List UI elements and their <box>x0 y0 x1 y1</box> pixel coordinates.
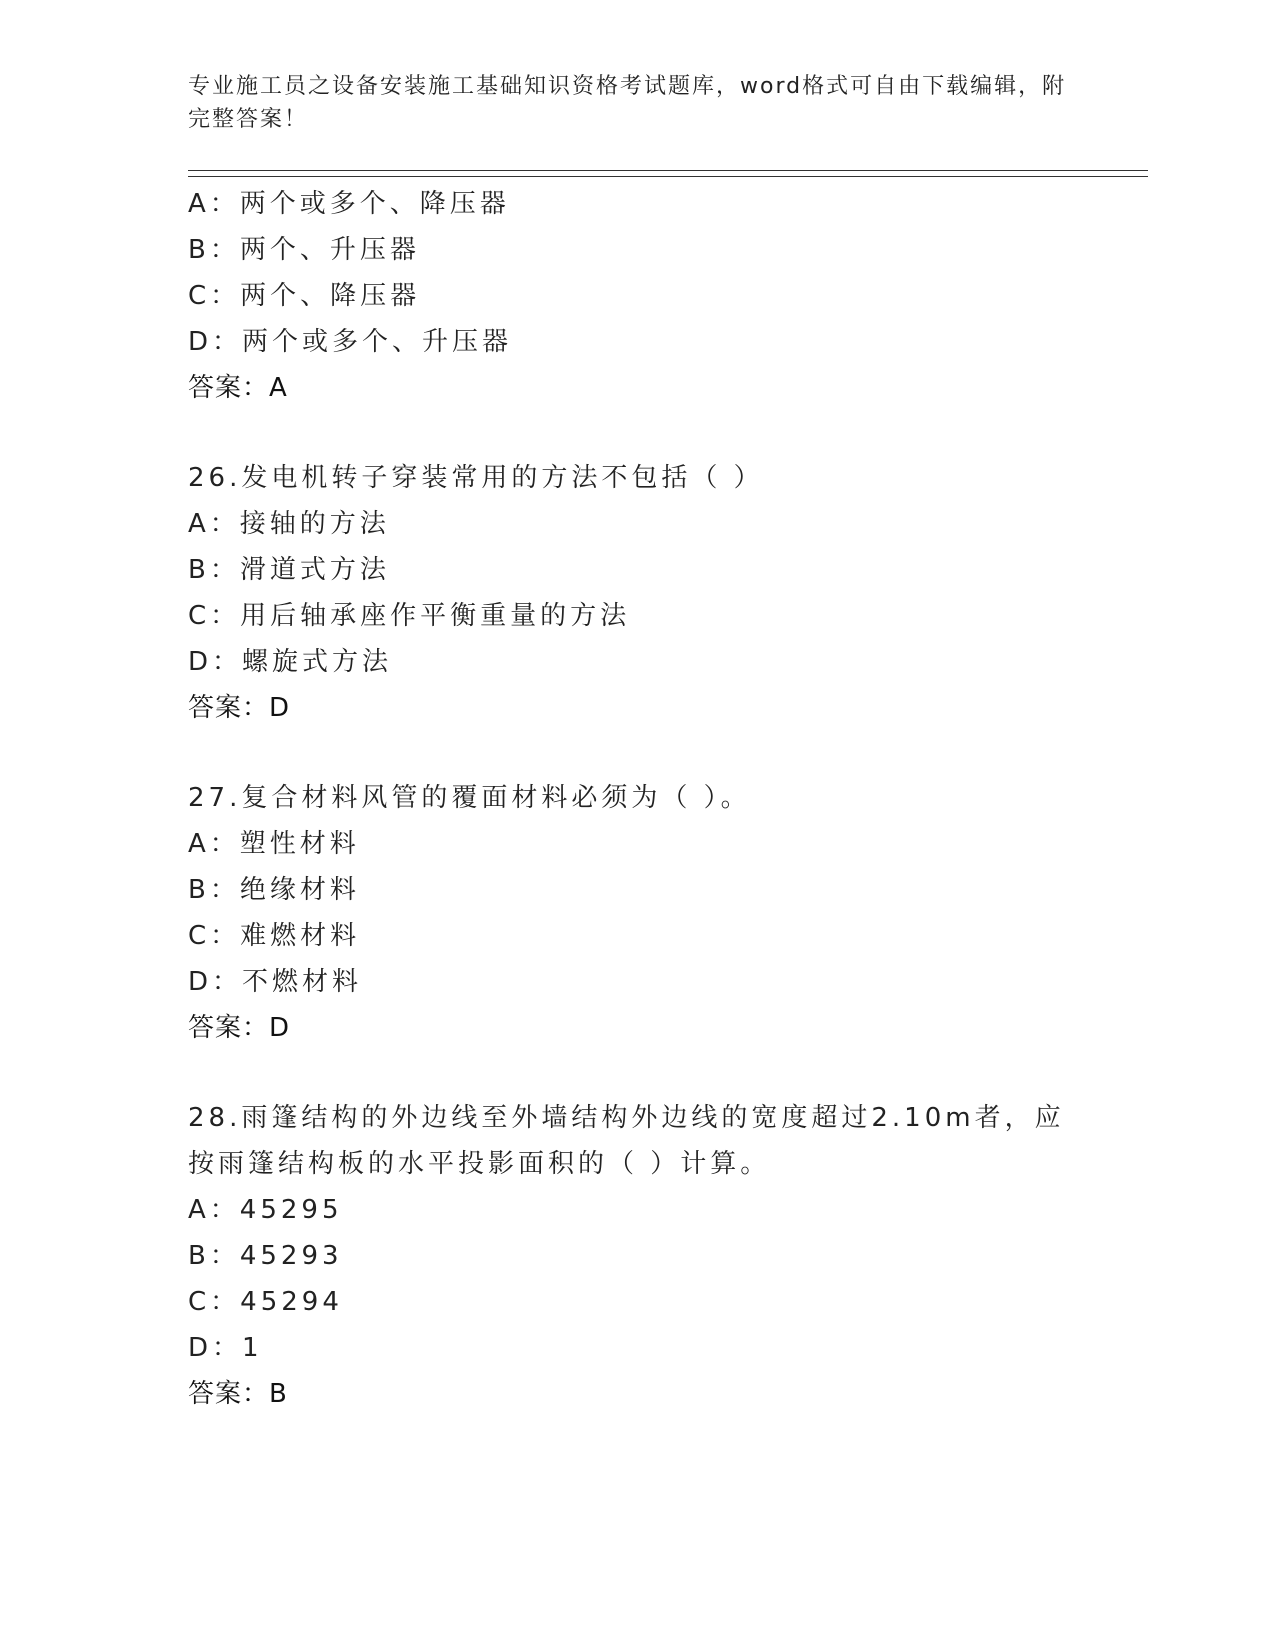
question-27 <box>188 775 1148 1051</box>
option-a: A：接轴的方法 <box>188 509 390 539</box>
document-header: 专业施工员之设备安装施工基础知识资格考试题库，word格式可自由下载编辑，附完整答案！ <box>188 74 1067 132</box>
option-b: B：绝缘材料 <box>188 875 360 905</box>
question-text: 26.发电机转子穿装常用的方法不包括（ ） <box>188 463 764 493</box>
option-b: B：滑道式方法 <box>188 555 390 585</box>
option-c: C：用后轴承座作平衡重量的方法 <box>188 601 631 631</box>
answer-line: 答案：B <box>188 1379 288 1409</box>
document-page <box>188 70 1148 1417</box>
option-c: C：45294 <box>188 1287 343 1317</box>
option-d: D：螺旋式方法 <box>188 647 393 677</box>
option-a: A：45295 <box>188 1195 343 1225</box>
question-26 <box>188 455 1148 731</box>
option-c: C：难燃材料 <box>188 921 361 951</box>
previous-question-tail <box>188 181 1148 411</box>
option-d: D：1 <box>188 1333 263 1363</box>
question-28 <box>188 1095 1148 1417</box>
option-c: C：两个、降压器 <box>188 281 421 311</box>
option-b: B：两个、升压器 <box>188 235 420 265</box>
header-divider <box>188 170 1148 177</box>
option-d: D：不燃材料 <box>188 967 363 997</box>
answer-line: 答案：D <box>188 1013 291 1043</box>
option-b: B：45293 <box>188 1241 343 1271</box>
question-text: 27.复合材料风管的覆面材料必须为（ ）。 <box>188 783 751 813</box>
answer-line: 答案：D <box>188 693 291 723</box>
option-a: A：两个或多个、降压器 <box>188 189 510 219</box>
answer-line: 答案：A <box>188 373 288 403</box>
question-text: 28.雨篷结构的外边线至外墙结构外边线的宽度超过2.10m者，应按雨篷结构板的水平投影面积的（ ）计算。 <box>188 1103 1065 1179</box>
option-a: A：塑性材料 <box>188 829 360 859</box>
option-d: D：两个或多个、升压器 <box>188 327 513 357</box>
